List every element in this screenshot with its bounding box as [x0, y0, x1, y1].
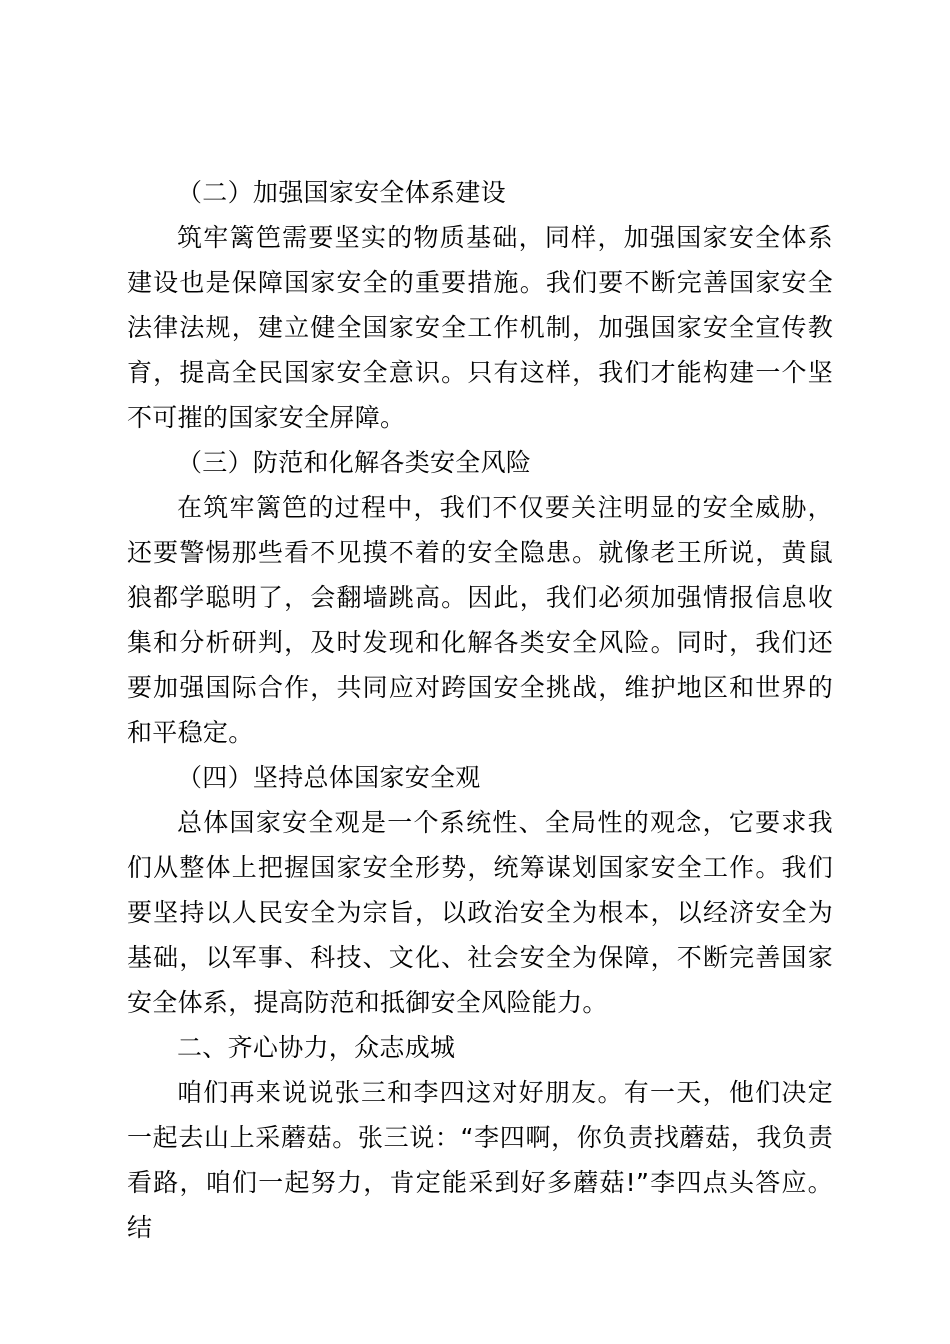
- body-paragraph: 在筑牢篱笆的过程中，我们不仅要关注明显的安全威胁，还要警惕那些看不见摸不着的安全隐患。就像老王所说，黄鼠狼都学聪明了，会翻墙跳高。因此，我们必须加强情报信息收集和分析研判，及时发现和化解各类安全风险。同时，我们还要加强国际合作，共同应对跨国安全挑战，维护地区和世界的和平稳定。: [127, 493, 833, 747]
- section-heading-4: （四）坚持总体国家安全观: [177, 763, 481, 792]
- section-heading-3: （三）防范和化解各类安全风险: [177, 448, 532, 477]
- body-paragraph: 咱们再来说说张三和李四这对好朋友。有一天，他们决定一起去山上采蘑菇。张三说：“李四啊，你负责找蘑菇，我负责看路，咱们一起努力，肯定能采到好多蘑菇!”李四点头答应。结: [127, 1078, 833, 1242]
- section-heading-2: （二）加强国家安全体系建设: [177, 178, 506, 207]
- chapter-heading: 二、齐心协力，众志成城: [177, 1033, 456, 1062]
- body-paragraph: 总体国家安全观是一个系统性、全局性的观念，它要求我们从整体上把握国家安全形势，统筹谋划国家安全工作。我们要坚持以人民安全为宗旨，以政治安全为根本，以经济安全为基础，以军事、科技、文化、社会安全为保障，不断完善国家安全体系，提高防范和抵御安全风险能力。: [127, 808, 833, 1017]
- document-body: [127, 170, 833, 1250]
- body-paragraph: 筑牢篱笆需要坚实的物质基础，同样，加强国家安全体系建设也是保障国家安全的重要措施。我们要不断完善国家安全法律法规，建立健全国家安全工作机制，加强国家安全宣传教育，提高全民国家安全意识。只有这样，我们才能构建一个坚不可摧的国家安全屏障。: [127, 223, 833, 432]
